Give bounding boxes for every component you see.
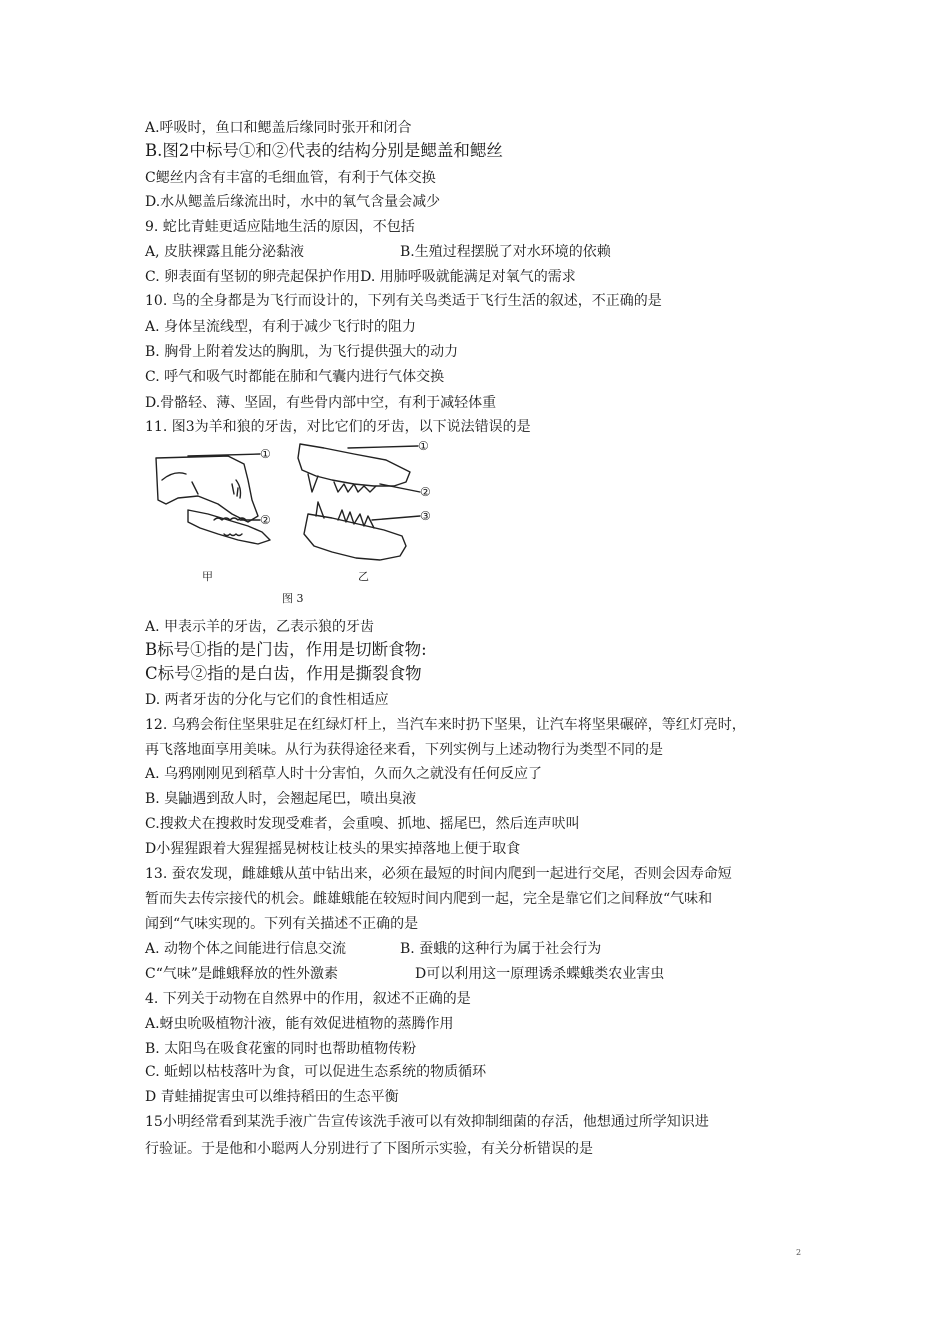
q10-option-c: C. 呼气和吸气时都能在肺和气囊内进行气体交换 (145, 369, 445, 385)
q8-option-b: B.图2中标号①和②代表的结构分别是鳃盖和鳃丝 (145, 141, 503, 160)
q9-option-b: B.生殖过程摆脱了对水环境的依赖 (400, 244, 611, 260)
q9-options-ab (145, 243, 611, 261)
q13-stem-line3: 闻到“气味实现的。下列有关描述不正确的是 (145, 916, 419, 932)
q10-stem: 10. 鸟的全身都是为飞行而设计的，下列有关鸟类适于飞行生活的叙述，不正确的是 (145, 293, 662, 309)
q14-option-b: B. 太阳鸟在吸食花蜜的同时也帮助植物传粉 (145, 1041, 417, 1057)
q13-option-c: C“气味”是雌蛾释放的性外激素 (145, 966, 339, 982)
q10-option-b: B. 胸骨上附着发达的胸肌，为飞行提供强大的动力 (145, 344, 459, 360)
q11-option-b: B标号①指的是门齿，作用是切断食物: (145, 640, 427, 659)
q11-option-d: D. 两者牙齿的分化与它们的食性相适应 (145, 692, 389, 708)
q12-stem-line1: 12. 乌鸦会衔住坚果驻足在红绿灯杆上，当汽车来时扔下坚果，让汽车将坚果碾碎，等红灯亮时， (145, 717, 746, 733)
q15-stem-line1: 15小明经常看到某洗手液广告宣传该洗手液可以有效抑制细菌的存活，他想通过所学知识进 (145, 1114, 709, 1130)
q8-option-a: A.呼吸时，鱼口和鳃盖后缘同时张开和闭合 (145, 120, 412, 136)
q11-stem: 11. 图3为羊和狼的牙齿，对比它们的牙齿，以下说法错误的是 (145, 419, 531, 435)
q14-stem: 4. 下列关于动物在自然界中的作用，叙述不正确的是 (145, 991, 471, 1007)
yi-mark-3: ③ (420, 509, 431, 523)
q13-option-b: B. 蚕蛾的这种行为属于社会行为 (400, 941, 602, 957)
q8-option-d: D.水从鳃盖后缘流出时，水中的氧气含量会减少 (145, 194, 441, 210)
q11-option-c: C标号②指的是白齿，作用是撕裂食物 (145, 664, 422, 683)
q12-option-b: B. 臭鼬遇到敌人时，会翘起尾巴，喷出臭液 (145, 791, 417, 807)
q14-option-d: D 青蛙捕捉害虫可以维持稻田的生态平衡 (145, 1089, 399, 1105)
wolf-lower-jaw (304, 514, 406, 560)
q11-option-a: A. 甲表示羊的牙齿，乙表示狼的牙齿 (145, 619, 375, 635)
page-number: 2 (796, 1248, 802, 1257)
q14-option-c: C. 蚯蚓以枯枝落叶为食，可以促进生态系统的物质循环 (145, 1064, 487, 1080)
q13-stem-line2: 暂而失去传宗接代的机会。雌雄蛾能在较短时间内爬到一起，完全是靠它们之间释放“气味和 (145, 891, 713, 907)
yi-mark-2: ② (420, 485, 431, 499)
q13-options-ab (145, 940, 601, 958)
q13-option-a: A. 动物个体之间能进行信息交流 (145, 941, 347, 957)
sheep-lower-teeth (224, 534, 242, 536)
q13-options-cd (145, 965, 664, 983)
sheep-tooth-marks (232, 484, 238, 496)
yi-mark-1: ① (418, 440, 429, 453)
q10-option-d: D.骨骼轻、薄、坚固，有些骨内部中空，有利于减轻体重 (145, 395, 497, 411)
figure-label-yi: 乙 (358, 570, 369, 583)
figure-3-teeth (148, 440, 448, 583)
q12-option-c: C.搜救犬在搜救时发现受难者，会重嗅、抓地、摇尾巴，然后连声吠叫 (145, 816, 580, 832)
q10-option-a: A. 身体呈流线型，有利于减少飞行时的阻力 (145, 319, 417, 335)
teeth-illustration (148, 440, 448, 580)
q8-option-c: C鳃丝内含有丰富的毛细血管，有利于气体交换 (145, 170, 436, 186)
wolf-lower-teeth (316, 502, 374, 528)
q14-option-a: A.蚜虫吮吸植物汁液，能有效促进植物的蒸腾作用 (145, 1016, 454, 1032)
jia-mark-1: ① (260, 447, 271, 461)
q15-stem-line2: 行验证。于是他和小聪两人分别进行了下图所示实验，有关分析错误的是 (145, 1141, 593, 1157)
sheep-upper-skull (156, 456, 258, 522)
q13-stem-line1: 13. 蚕农发现，雌雄蛾从茧中钻出来，必须在最短的时间内爬到一起进行交尾，否则会因寿命短 (145, 866, 732, 882)
q9-options-cd: C. 卵表面有坚韧的卵壳起保护作用D. 用肺呼吸就能满足对氧气的需求 (145, 269, 576, 285)
q9-option-a: A, 皮肤裸露且能分泌黏液 (145, 244, 305, 260)
q12-option-a: A. 乌鸦刚刚见到稻草人时十分害怕，久而久之就没有任何反应了 (145, 766, 543, 782)
wolf-upper-teeth (308, 474, 376, 492)
figure-label-jia: 甲 (202, 570, 213, 583)
q12-option-d: D小猩猩跟着大猩猩摇晃树枝让枝头的果实掉落地上便于取食 (145, 841, 521, 857)
sheep-upper-skull-shading (162, 473, 241, 498)
q12-stem-line2: 再飞落地面享用美味。从行为获得途径来看，下列实例与上述动物行为类型不同的是 (145, 742, 663, 758)
wolf-upper-jaw (298, 444, 410, 486)
q9-stem: 9. 蛇比青蛙更适应陆地生活的原因，不包括 (145, 219, 415, 235)
q13-option-d: D可以利用这一原理诱杀蝶蛾类农业害虫 (415, 966, 665, 982)
jia-mark-2: ② (260, 513, 271, 527)
figure-3-caption: 图 3 (282, 592, 304, 605)
